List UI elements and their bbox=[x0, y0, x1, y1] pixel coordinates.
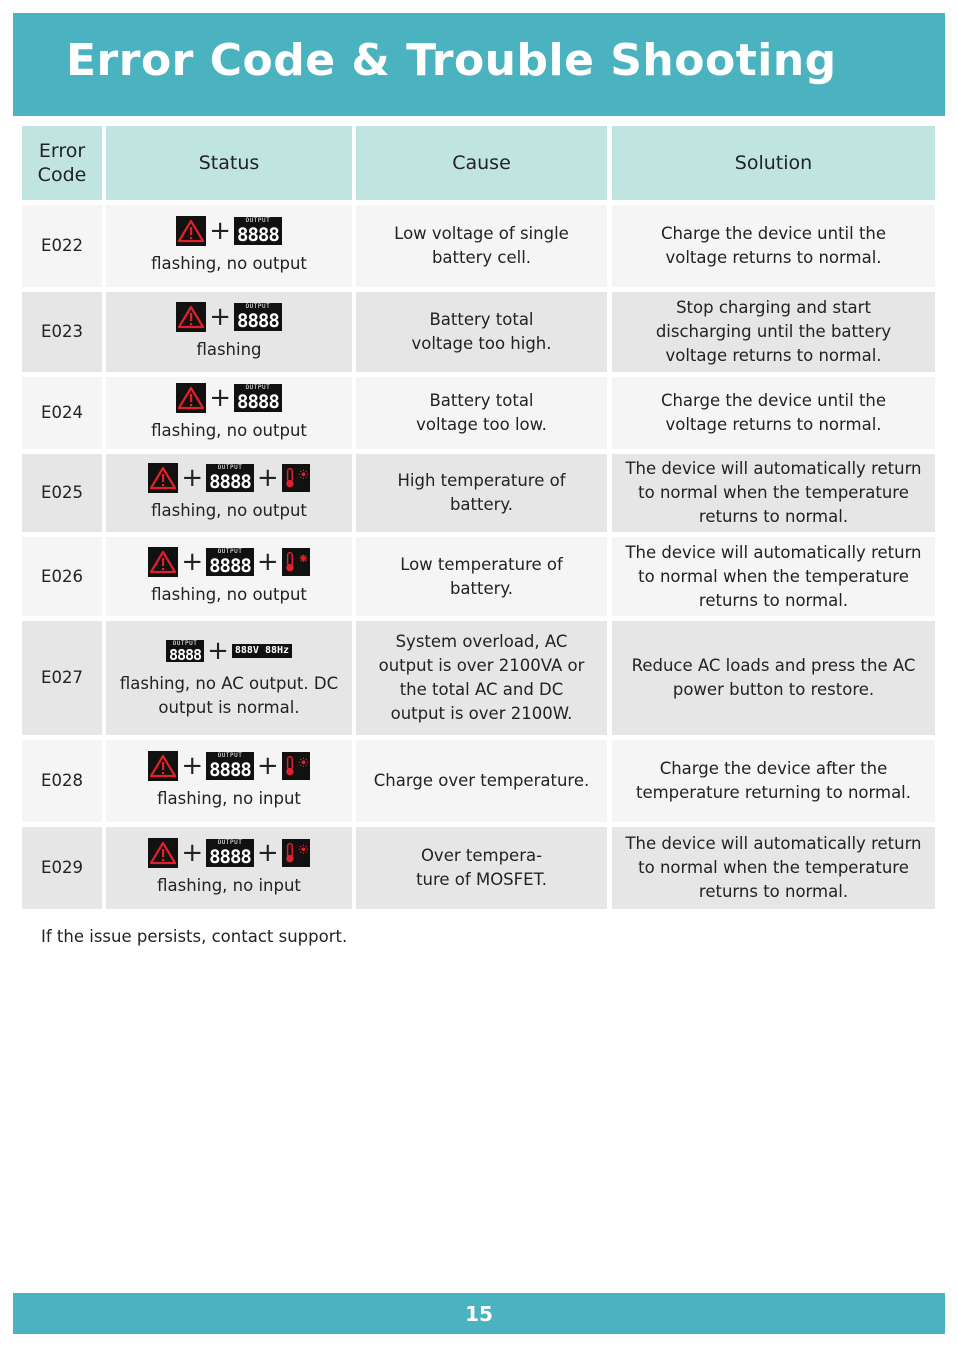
warning-icon bbox=[176, 302, 206, 332]
cause-cell bbox=[356, 537, 607, 616]
error-code-cell bbox=[22, 205, 102, 287]
status-cell bbox=[106, 537, 352, 616]
status-icons bbox=[148, 838, 309, 868]
output-display-icon bbox=[234, 217, 282, 245]
status-cell bbox=[106, 740, 352, 822]
plus-sign: + bbox=[209, 216, 232, 246]
solution-text: Charge the device until the voltage returns to normal. bbox=[660, 391, 887, 434]
display-digits: 8888 bbox=[168, 646, 202, 664]
error-code-text: E028 bbox=[41, 771, 83, 790]
status-text: flashing, no input bbox=[157, 789, 301, 808]
plus-sign: + bbox=[181, 546, 204, 577]
status-icons bbox=[148, 751, 309, 781]
output-display-icon bbox=[206, 548, 254, 576]
cause-text: Over tempera- ture of MOSFET. bbox=[416, 846, 547, 889]
warning-icon bbox=[176, 383, 206, 413]
error-code-cell bbox=[22, 827, 102, 909]
column-header-label: Status bbox=[198, 152, 260, 174]
status-text: flashing, no output bbox=[151, 501, 307, 520]
high-temperature-icon bbox=[282, 752, 310, 780]
plus-sign: + bbox=[181, 751, 204, 781]
display-caption: OUTPUT bbox=[245, 303, 271, 310]
column-header-label: Solution bbox=[734, 152, 813, 174]
status-text: flashing, no AC output. DC output is normal. bbox=[119, 674, 339, 717]
column-header-error-code bbox=[22, 126, 102, 200]
error-code-text: E024 bbox=[41, 403, 83, 422]
solution-cell bbox=[612, 827, 935, 909]
title-banner bbox=[13, 13, 945, 116]
status-text: flashing, no output bbox=[151, 584, 307, 604]
column-header-cause bbox=[356, 126, 607, 200]
status-icons bbox=[166, 636, 292, 666]
plus-sign: + bbox=[256, 838, 279, 868]
solution-text: Reduce AC loads and press the AC power button to restore. bbox=[631, 656, 916, 699]
status-cell bbox=[106, 454, 352, 532]
column-header-label: Error Code bbox=[37, 140, 87, 186]
cause-text: Battery total voltage too high. bbox=[411, 310, 552, 353]
column-header-solution bbox=[612, 126, 935, 200]
status-icons bbox=[148, 547, 309, 577]
display-caption: OUTPUT bbox=[217, 547, 243, 555]
status-text: flashing, no output bbox=[151, 254, 307, 273]
display-caption: OUTPUT bbox=[217, 464, 243, 471]
page-footer bbox=[13, 1293, 945, 1334]
column-header-status bbox=[106, 126, 352, 200]
high-temperature-icon bbox=[282, 464, 310, 492]
warning-icon bbox=[148, 838, 178, 868]
display-digits: 8888 bbox=[209, 554, 251, 577]
high-temperature-icon bbox=[282, 839, 310, 867]
status-cell bbox=[106, 377, 352, 449]
error-code-cell bbox=[22, 740, 102, 822]
solution-text: The device will automatically return to normal when the temperature returns to normal. bbox=[625, 834, 922, 901]
error-code-cell bbox=[22, 292, 102, 372]
solution-cell bbox=[612, 205, 935, 287]
status-cell bbox=[106, 621, 352, 735]
display-digits: 8888 bbox=[209, 846, 251, 868]
cause-text: High temperature of battery. bbox=[397, 471, 566, 514]
plus-sign: + bbox=[209, 383, 232, 413]
support-note: If the issue persists, contact support. bbox=[41, 927, 348, 946]
cause-cell bbox=[356, 377, 607, 449]
warning-icon bbox=[176, 216, 206, 246]
ac-display-icon: 888V 88Hz bbox=[232, 644, 292, 658]
error-code-cell bbox=[22, 377, 102, 449]
cause-cell bbox=[356, 740, 607, 822]
solution-cell bbox=[612, 621, 935, 735]
column-header-label: Cause bbox=[452, 152, 511, 174]
display-caption: OUTPUT bbox=[245, 384, 271, 391]
solution-cell bbox=[612, 454, 935, 532]
solution-text: Charge the device until the voltage returns to normal. bbox=[660, 224, 887, 267]
display-caption: OUTPUT bbox=[245, 217, 271, 224]
error-code-text: E022 bbox=[41, 236, 83, 255]
warning-icon bbox=[148, 547, 178, 577]
cause-text: System overload, AC output is over 2100VA or the total AC and DC output is over 2100W. bbox=[378, 632, 585, 723]
display-digits: 8888 bbox=[237, 391, 279, 413]
warning-icon bbox=[148, 751, 178, 781]
solution-cell bbox=[612, 740, 935, 822]
status-icons bbox=[176, 302, 282, 332]
error-code-cell bbox=[22, 621, 102, 735]
cause-cell bbox=[356, 827, 607, 909]
plus-sign: + bbox=[209, 302, 232, 332]
plus-sign: + bbox=[256, 751, 279, 781]
low-temperature-icon bbox=[282, 548, 310, 576]
plus-sign: + bbox=[256, 463, 279, 493]
solution-cell bbox=[612, 292, 935, 372]
plus-sign: + bbox=[181, 463, 204, 493]
cause-cell bbox=[356, 205, 607, 287]
error-code-text: E023 bbox=[41, 322, 83, 341]
error-code-text: E029 bbox=[41, 858, 83, 877]
status-text: flashing, no output bbox=[151, 421, 307, 440]
display-caption: OUTPUT bbox=[217, 752, 243, 759]
status-cell bbox=[106, 292, 352, 372]
page-title: Error Code & Trouble Shooting bbox=[66, 35, 837, 86]
cause-text: Low voltage of single battery cell. bbox=[394, 224, 569, 267]
output-display-icon bbox=[166, 640, 204, 662]
cause-text: Charge over temperature. bbox=[373, 771, 590, 790]
display-digits: 8888 bbox=[237, 310, 279, 332]
status-text: flashing, no input bbox=[157, 876, 301, 895]
solution-text: The device will automatically return to normal when the temperature returns to normal. bbox=[625, 542, 922, 610]
output-display-icon bbox=[234, 384, 282, 412]
cause-text: Battery total voltage too low. bbox=[416, 391, 547, 434]
error-code-text: E026 bbox=[41, 566, 83, 586]
status-icons bbox=[176, 383, 282, 413]
error-code-cell bbox=[22, 537, 102, 616]
error-code-text: E025 bbox=[41, 483, 83, 502]
display-caption: OUTPUT bbox=[172, 640, 198, 647]
output-display-icon bbox=[206, 752, 254, 780]
status-cell bbox=[106, 205, 352, 287]
page-number: 15 bbox=[465, 1301, 493, 1326]
error-code-text: E027 bbox=[41, 668, 83, 687]
solution-cell bbox=[612, 377, 935, 449]
display-digits: 8888 bbox=[209, 471, 251, 493]
output-display-icon bbox=[234, 303, 282, 331]
status-cell bbox=[106, 827, 352, 909]
solution-text: Stop charging and start discharging until the battery voltage returns to normal. bbox=[655, 298, 892, 365]
display-digits: 8888 bbox=[237, 224, 279, 246]
warning-icon bbox=[148, 463, 178, 493]
plus-sign: + bbox=[256, 546, 279, 577]
plus-sign: + bbox=[207, 636, 229, 666]
display-digits: 8888 bbox=[209, 759, 251, 781]
solution-text: Charge the device after the temperature returning to normal. bbox=[635, 759, 912, 802]
cause-cell bbox=[356, 292, 607, 372]
status-icons bbox=[176, 216, 282, 246]
error-code-cell bbox=[22, 454, 102, 532]
status-text: flashing bbox=[196, 340, 262, 359]
cause-cell bbox=[356, 454, 607, 532]
status-icons bbox=[148, 463, 309, 493]
plus-sign: + bbox=[181, 838, 204, 868]
cause-text: Low temperature of battery. bbox=[400, 554, 563, 598]
solution-text: The device will automatically return to normal when the temperature returns to normal. bbox=[625, 459, 922, 526]
display-caption: OUTPUT bbox=[217, 839, 243, 846]
solution-cell bbox=[612, 537, 935, 616]
cause-cell bbox=[356, 621, 607, 735]
output-display-icon bbox=[206, 839, 254, 867]
output-display-icon bbox=[206, 464, 254, 492]
